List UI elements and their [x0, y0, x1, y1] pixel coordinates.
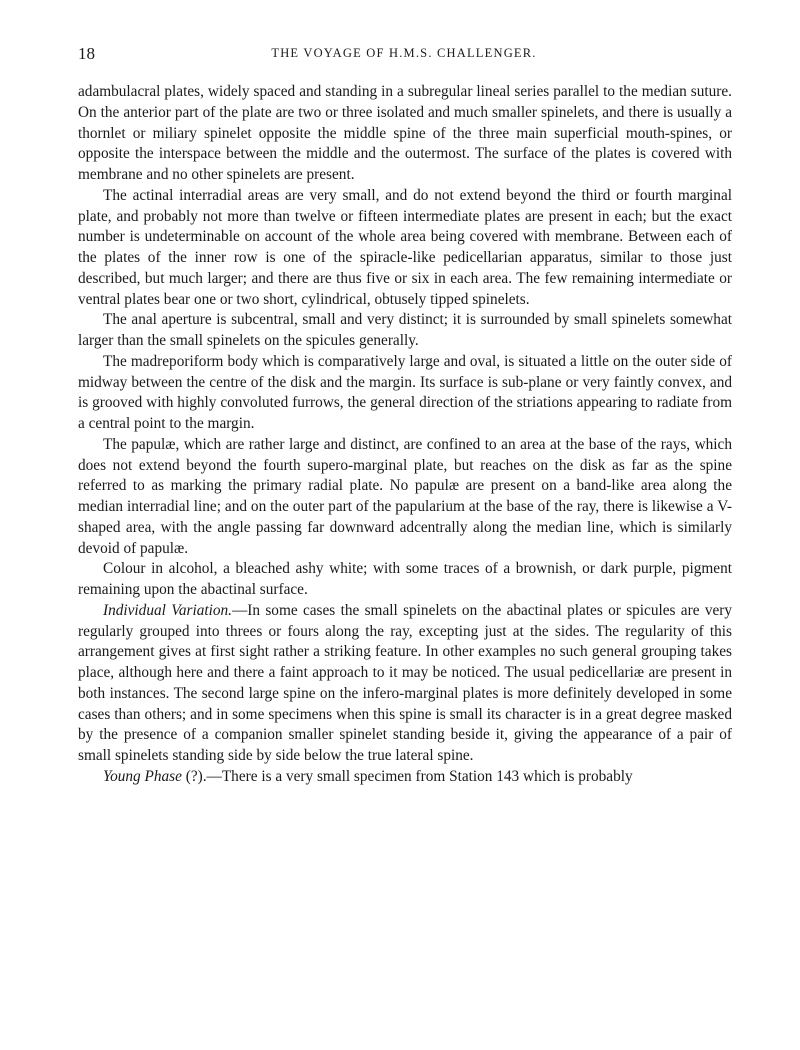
paragraph-text: —In some cases the small spinelets on the abactinal plates or spicules are very regularly grouped into threes or fours along the ray, excepting just at the sides. The regularity of this arrangement gives at first sight rather a striking feature. In other examples no such general grouping takes place, although here and there a faint approach to it may be noticed. The usual pedicellariæ are present in both instances. The second large spine on the infero-marginal plates is more definitely developed in some cases than others; and in some specimens when this spine is small its character is in a great degree masked by the presence of a companion smaller spinelet standing beside it, giving the appearance of a pair of small spinelets standing side by side below the true lateral spine.: [78, 601, 732, 764]
paragraph-lead: Individual Variation.: [103, 601, 232, 619]
paragraph-text: The anal aperture is subcentral, small and very distinct; it is surrounded by small spinelets somewhat larger than the small spinelets on the spicules generally.: [78, 311, 732, 349]
page-number: 18: [78, 44, 95, 63]
running-title: THE VOYAGE OF H.M.S. CHALLENGER.: [271, 46, 537, 60]
paragraph-text: (?).—There is a very small specimen from Station 143 which is probably: [181, 767, 633, 785]
paragraph-text: The actinal interradial areas are very small, and do not extend beyond the third or fourth marginal plate, and probably not more than twelve or fifteen intermediate plates are present in each; but the exact number is undeterminable on account of the whole area being covered with membrane. Between each of the plates of the inner row is one of the spiracle-like pedicellarian apparatus, similar to those just described, but much larger; and there are thus five or six in each area. The few remaining intermediate or ventral plates bear one or two short, cylindrical, obtusely tipped spinelets.: [78, 186, 732, 308]
paragraph-text: The papulæ, which are rather large and distinct, are confined to an area at the base of the rays, which does not extend beyond the fourth supero-marginal plate, but reaches on the disk as far as the spine referred to as marking the primary radial plate. No papulæ are present on a band-like area along the median interradial line; and on the outer part of the papularium at the base of the ray, there is likewise a V-shaped area, with the angle passing far downward adcentrally along the median line, which is similarly devoid of papulæ.: [78, 435, 732, 557]
body-text: [78, 82, 732, 788]
paragraph-adambulacral-plates: [78, 82, 732, 186]
paragraph-text: Colour in alcohol, a bleached ashy white; with some traces of a brownish, or dark purple, pigment remaining upon the abactinal surface.: [78, 560, 732, 598]
paragraph-individual-variation: [78, 601, 732, 767]
paragraph-text: The madreporiform body which is comparatively large and oval, is situated a little on the outer side of midway between the centre of the disk and the margin. Its surface is sub-plane or very faintly convex, and is grooved with highly convoluted furrows, the general direction of the striations appearing to radiate from a central point to the margin.: [78, 352, 732, 432]
page-header: [78, 44, 730, 68]
paragraph-colour: [78, 559, 732, 601]
paragraph-anal-aperture: [78, 310, 732, 352]
paragraph-young-phase: [78, 767, 732, 788]
paragraph-papulae: [78, 435, 732, 560]
paragraph-actinal-interradial-areas: [78, 186, 732, 311]
paragraph-lead: Young Phase: [103, 767, 182, 785]
paragraph-madreporiform-body: [78, 352, 732, 435]
paragraph-text: adambulacral plates, widely spaced and standing in a subregular lineal series parallel to the median suture. On the anterior part of the plate are two or three isolated and much smaller spinelets, and there is usually a thornlet or miliary spinelet opposite the middle spine of the three main superficial mouth-spines, or opposite the interspace between the middle and the outermost. The surface of the plates is covered with membrane and no other spinelets are present.: [78, 83, 732, 183]
